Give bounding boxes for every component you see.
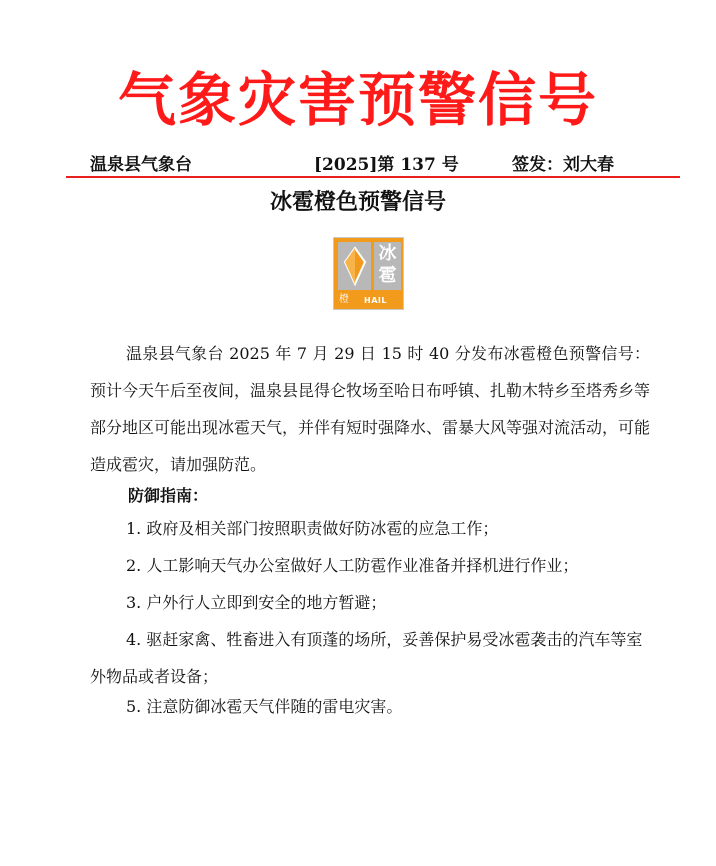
guide-heading: 防御指南： xyxy=(128,486,209,505)
issuing-agency: 温泉县气象台 xyxy=(90,155,192,175)
header-divider xyxy=(66,176,680,178)
guide-item-1: 1. 政府及相关部门按照职责做好防冰雹的应急工作； xyxy=(126,519,499,538)
hailstone-icon xyxy=(342,246,368,286)
icon-char-bao: 雹 xyxy=(378,265,397,286)
guide-item-5: 5. 注意防御冰雹天气伴随的雷电灾害。 xyxy=(126,697,403,716)
document-number: [2025]第 137 号 xyxy=(314,155,459,175)
document-title: 气象灾害预警信号 xyxy=(117,66,598,134)
icon-char-bing: 冰 xyxy=(378,243,397,264)
guide-item-2: 2. 人工影响天气办公室做好人工防雹作业准备并择机进行作业； xyxy=(126,556,579,575)
hail-orange-warning-icon xyxy=(333,237,404,310)
guide-item-4: 4. 驱赶家禽、牲畜进入有顶蓬的场所，妥善保护易受冰雹袭击的汽车等室外物品或者设备； xyxy=(90,630,643,686)
warning-body: 温泉县气象台 2025 年 7 月 29 日 15 时 40 分发布冰雹橙色预警信号：预计今天午后至夜间，温泉县昆得仑牧场至哈日布呼镇、扎勒木特乡至塔秀乡等部分地区可能出现冰雹天气，并伴有短时强降水、雷暴大风等强对流活动，可能造成雹灾，请加强防范。 xyxy=(90,344,651,474)
icon-level-char: 橙 xyxy=(339,294,349,305)
icon-label-en: HAIL xyxy=(364,296,387,305)
signer: 签发：刘大春 xyxy=(512,155,614,175)
guide-item-3: 3. 户外行人立即到安全的地方暂避； xyxy=(126,593,387,612)
warning-subtitle: 冰雹橙色预警信号 xyxy=(269,190,446,215)
